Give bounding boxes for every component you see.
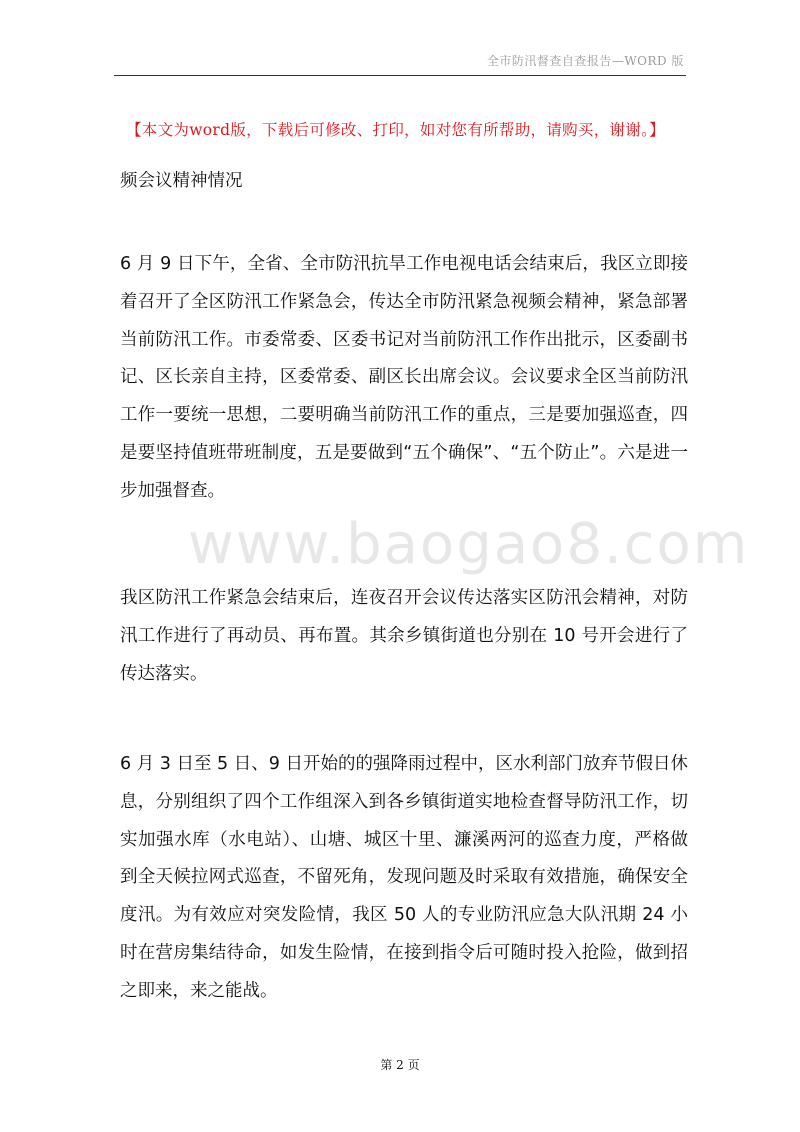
watermark-text: www.baogao8.com [188,512,750,577]
section-heading: 频会议精神情况 [120,171,243,191]
header-divider [114,75,686,76]
paragraph-1: 6 月 9 日下午，全省、全市防汛抗旱工作电视电话会结束后，我区立即接着召开了全区防汛工作紧急会，传达全市防汛紧急视频会精神，紧急部署当前防汛工作。市委常委、区委书记对当前防汛工作作出批示，区委副书记、区长亲自主持，区委常委、副区长出席会议。会议要求全区当前防汛工作一要统一思想，二要明确当前防汛工作的重点，三是要加强巡查，四是要坚持值班带班制度，五是要做到“五个确保”、“五个防止”。六是进一步加强督查。 [120,254,688,501]
paragraph-2: 我区防汛工作紧急会结束后，连夜召开会议传达落实区防汛会精神，对防汛工作进行了再动员、再布置。其余乡镇街道也分别在 10 号开会进行了传达落实。 [120,588,688,684]
paragraph-3: 6 月 3 日至 5 日、9 日开始的的强降雨过程中，区水利部门放弃节假日休息，分别组织了四个工作组深入到各乡镇街道实地检查督导防汛工作，切实加强水库（水电站）、山塘、城区十里、濂溪两河的巡查力度，严格做到全天候拉网式巡查，不留死角，发现问题及时采取有效措施，确保安全度汛。为有效应对突发险情，我区 50 人的专业防汛应急大队汛期 24 小时在营房集结待命，如发生险情，在接到指令后可随时投入抢险，做到招之即来，来之能战。 [120,754,688,1001]
page-number: 第 2 页 [380,1058,420,1072]
header-title: 全市防汛督查自查报告—WORD 版 [486,54,684,68]
download-notice: 【本文为word版，下载后可修改、打印，如对您有所帮助，请购买，谢谢。】 [126,121,665,139]
